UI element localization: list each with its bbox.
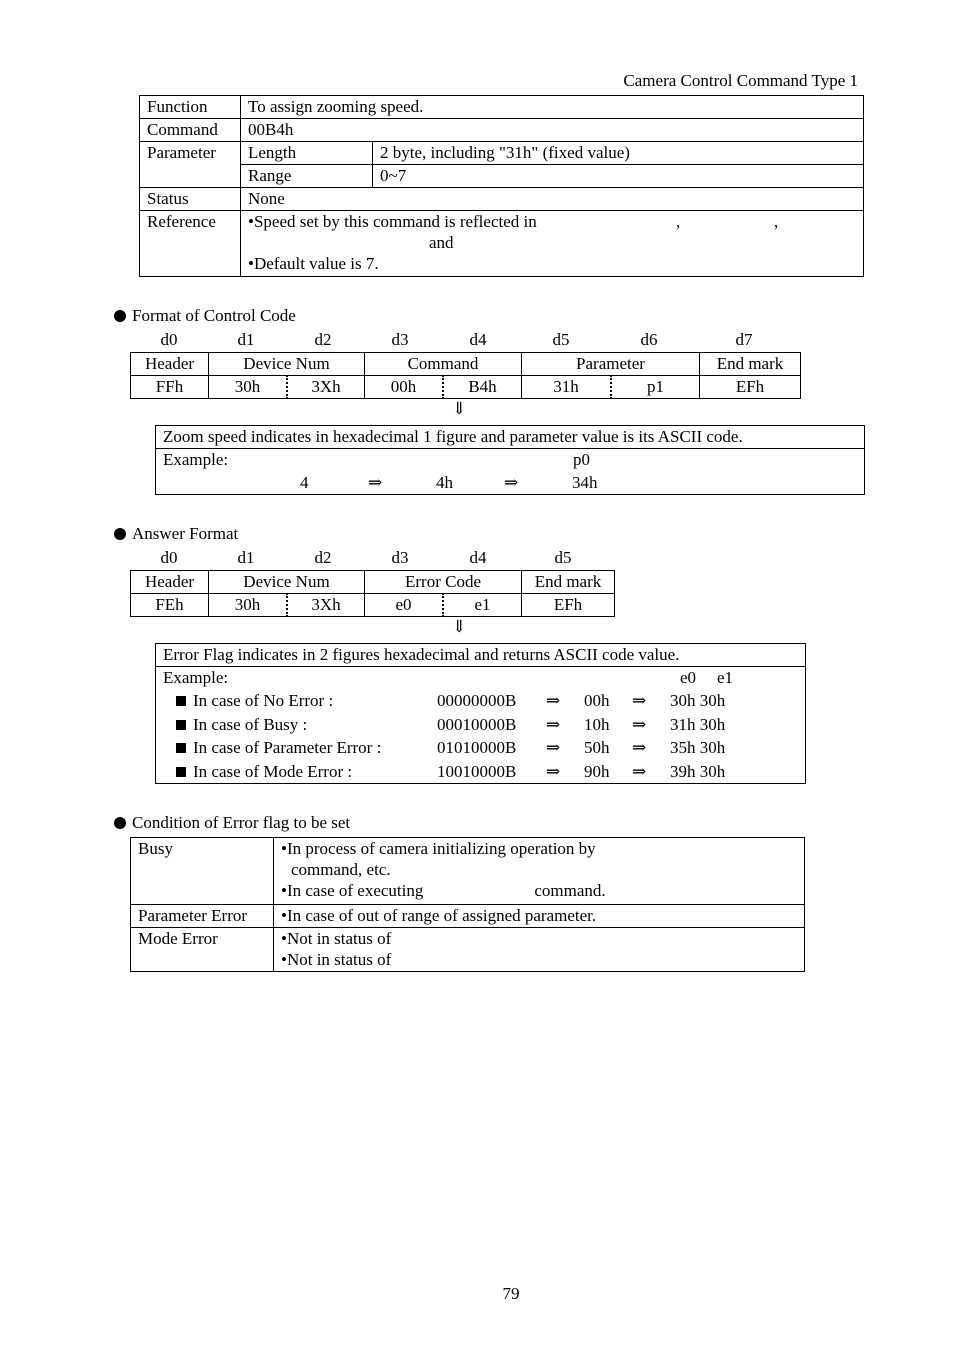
busy-value (274, 838, 805, 905)
answer-index-d4: d4 (469, 548, 487, 567)
control-code-heading-text: Format of Control Code (132, 306, 296, 325)
parameter-error-label: Parameter Error (131, 905, 274, 928)
arrow-icon: ⇒ (546, 738, 561, 757)
bullet-icon (114, 528, 126, 540)
arrow-icon: ⇒ (546, 762, 561, 781)
answer-index-d5: d5 (554, 548, 572, 567)
example-bin: 01010000B (437, 738, 517, 757)
answer-value-d3: e0 (365, 594, 444, 617)
control-note-text: Zoom speed indicates in hexadecimal 1 figure and parameter value is its ASCII code. (156, 426, 864, 449)
answer-note-box (155, 643, 806, 784)
answer-example-label: Example: (163, 668, 229, 687)
arrow-icon: ⇒ (632, 762, 647, 781)
control-note-box (155, 425, 865, 495)
busy-line-2: command, etc. (291, 860, 391, 879)
control-value-d4: B4h (443, 376, 522, 399)
control-device-cell: Device Num (209, 353, 365, 376)
busy-line-1: •In process of camera initializing operation by (281, 839, 596, 858)
control-example-label: Example: (163, 450, 229, 469)
down-arrow-icon: ⇓ (452, 399, 467, 418)
reference-label: Reference (140, 211, 241, 277)
control-index-d3: d3 (391, 330, 409, 349)
mode-line-1: •Not in status of (281, 929, 392, 948)
answer-index-d0: d0 (160, 548, 178, 567)
busy-label: Busy (131, 838, 274, 905)
answer-example-e1: e1 (717, 668, 734, 687)
control-example-arrow-2: ⇒ (504, 473, 519, 492)
answer-value-d2: 3Xh (287, 594, 365, 617)
function-label: Function (140, 96, 241, 119)
control-index-d4: d4 (469, 330, 487, 349)
answer-value-d1: 30h (209, 594, 288, 617)
answer-index-d3: d3 (391, 548, 409, 567)
reference-comma-1: , (676, 212, 681, 231)
control-index-d0: d0 (160, 330, 178, 349)
command-spec-table (139, 95, 864, 277)
control-index-d2: d2 (314, 330, 332, 349)
function-value: To assign zooming speed. (241, 96, 864, 119)
arrow-icon: ⇒ (632, 738, 647, 757)
answer-value-d0: FEh (131, 594, 209, 617)
example-hex: 00h (584, 691, 610, 710)
condition-heading (114, 813, 350, 833)
example-row-no-error: In case of No Error : (176, 691, 333, 711)
answer-value-d4: e1 (443, 594, 522, 617)
example-hex: 50h (584, 738, 610, 757)
control-value-d5: 31h (522, 376, 612, 399)
control-value-d1: 30h (209, 376, 288, 399)
answer-error-cell: Error Code (365, 571, 522, 594)
answer-format-heading-text: Answer Format (132, 524, 239, 543)
reference-line-3: •Default value is 7. (248, 254, 379, 273)
answer-index-d2: d2 (314, 548, 332, 567)
example-bin: 00010000B (437, 715, 517, 734)
control-example-hex: 4h (436, 473, 453, 492)
page-header-title: Camera Control Command Type 1 (623, 71, 858, 90)
control-value-d6: p1 (611, 376, 700, 399)
control-value-d2: 3Xh (287, 376, 365, 399)
control-code-heading (114, 306, 296, 326)
control-index-d5: d5 (552, 330, 570, 349)
example-bin: 00000000B (437, 691, 517, 710)
example-ascii: 35h 30h (670, 738, 726, 757)
error-condition-table (130, 837, 805, 972)
square-bullet-icon (176, 743, 186, 753)
control-index-d6: d6 (640, 330, 658, 349)
status-value: None (241, 188, 864, 211)
answer-endmark-cell: End mark (522, 571, 615, 594)
control-endmark-cell: End mark (700, 353, 801, 376)
range-value: 0~7 (373, 165, 864, 188)
example-ascii: 39h 30h (670, 762, 726, 781)
control-example-value: 4 (300, 473, 309, 492)
square-bullet-icon (176, 767, 186, 777)
down-arrow-icon: ⇓ (452, 617, 467, 636)
example-row-busy: In case of Busy : (176, 715, 307, 735)
answer-format-table (130, 570, 615, 617)
page-number: 79 (502, 1284, 520, 1303)
mode-line-2: •Not in status of (281, 950, 392, 969)
answer-device-cell: Device Num (209, 571, 365, 594)
control-example-arrow-1: ⇒ (368, 473, 383, 492)
control-value-d0: FFh (131, 376, 209, 399)
example-hex: 10h (584, 715, 610, 734)
answer-format-heading (114, 524, 238, 544)
control-parameter-cell: Parameter (522, 353, 700, 376)
bullet-icon (114, 310, 126, 322)
example-row-parameter-error: In case of Parameter Error : (176, 738, 381, 758)
answer-header-cell: Header (131, 571, 209, 594)
example-ascii: 31h 30h (670, 715, 726, 734)
control-command-cell: Command (365, 353, 522, 376)
command-value: 00B4h (241, 119, 864, 142)
arrow-icon: ⇒ (546, 715, 561, 734)
control-header-cell: Header (131, 353, 209, 376)
busy-line-3: •In case of executing command. (281, 881, 606, 900)
command-label: Command (140, 119, 241, 142)
answer-value-d5: EFh (522, 594, 615, 617)
square-bullet-icon (176, 696, 186, 706)
reference-line-1: •Speed set by this command is reflected in (248, 212, 537, 231)
answer-note-text: Error Flag indicates in 2 figures hexadecimal and returns ASCII code value. (156, 644, 805, 667)
condition-heading-text: Condition of Error flag to be set (132, 813, 351, 832)
control-code-table (130, 352, 801, 399)
control-example-p0: p0 (573, 450, 590, 469)
bullet-icon (114, 817, 126, 829)
control-index-d1: d1 (237, 330, 255, 349)
reference-and: and (429, 233, 454, 252)
example-row-mode-error: In case of Mode Error : (176, 762, 352, 782)
arrow-icon: ⇒ (632, 691, 647, 710)
parameter-error-value: •In case of out of range of assigned parameter. (274, 905, 805, 928)
example-hex: 90h (584, 762, 610, 781)
example-bin: 10010000B (437, 762, 517, 781)
range-label: Range (241, 165, 373, 188)
length-label: Length (241, 142, 373, 165)
reference-comma-2: , (774, 212, 779, 231)
arrow-icon: ⇒ (546, 691, 561, 710)
control-value-d3: 00h (365, 376, 444, 399)
reference-value (241, 211, 864, 277)
length-value: 2 byte, including "31h" (fixed value) (373, 142, 864, 165)
answer-index-d1: d1 (237, 548, 255, 567)
mode-error-label: Mode Error (131, 928, 274, 972)
answer-example-e0: e0 (680, 668, 697, 687)
status-label: Status (140, 188, 241, 211)
square-bullet-icon (176, 720, 186, 730)
arrow-icon: ⇒ (632, 715, 647, 734)
example-ascii: 30h 30h (670, 691, 726, 710)
control-value-d7: EFh (700, 376, 801, 399)
mode-error-value (274, 928, 805, 972)
control-index-d7: d7 (735, 330, 753, 349)
parameter-label: Parameter (140, 142, 241, 188)
control-example-ascii: 34h (572, 473, 598, 492)
